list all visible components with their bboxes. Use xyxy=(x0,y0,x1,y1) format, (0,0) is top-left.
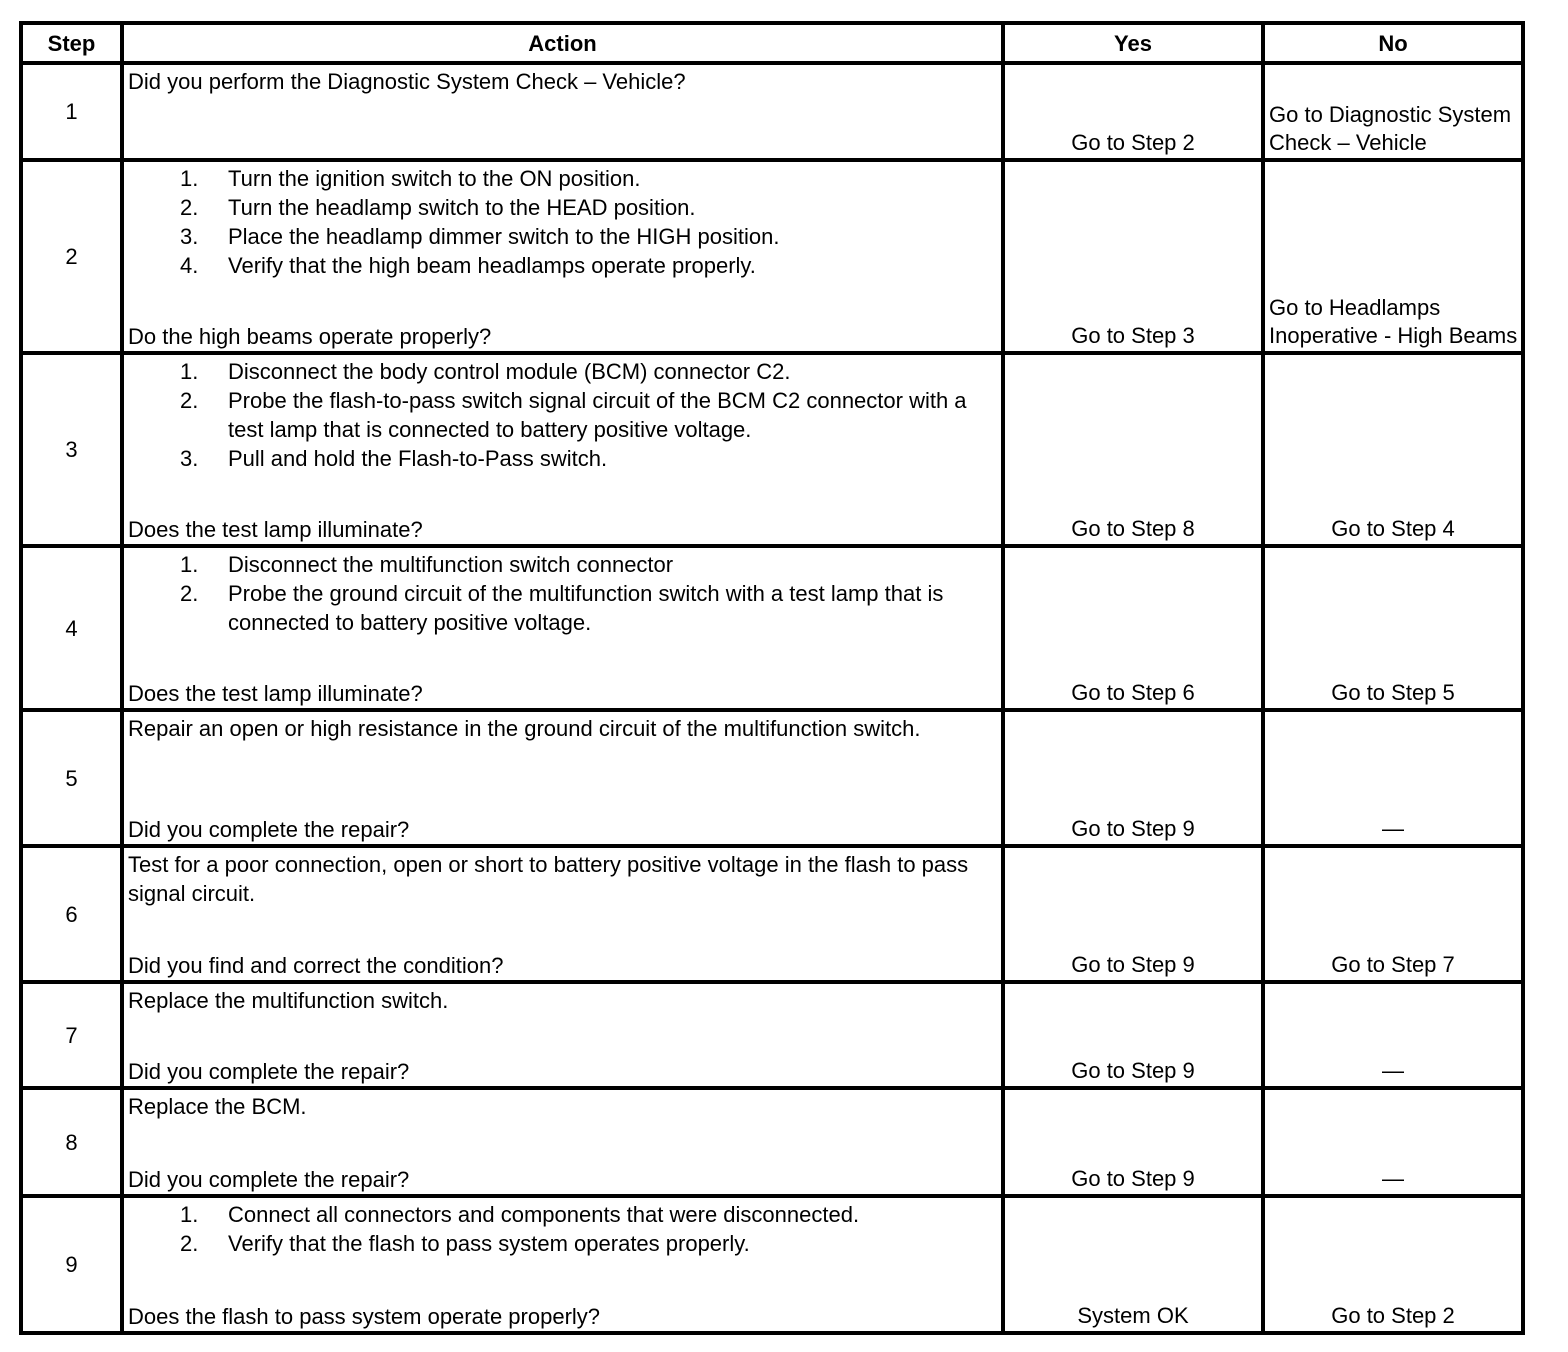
table-row xyxy=(21,1196,1523,1333)
table-row xyxy=(21,846,1523,982)
action-question: Does the test lamp illuminate? xyxy=(128,681,423,706)
table-row xyxy=(21,710,1523,846)
yes-cell xyxy=(1003,710,1263,846)
header-no: No xyxy=(1263,23,1523,63)
list-item-text: Turn the ignition switch to the ON position. xyxy=(228,166,641,191)
no-cell xyxy=(1263,846,1523,982)
list-item xyxy=(128,1200,997,1229)
list-item-text: Pull and hold the Flash-to-Pass switch. xyxy=(228,446,608,471)
list-item xyxy=(128,164,997,193)
action-intro: Replace the multifunction switch. xyxy=(128,988,449,1013)
yes-result: Go to Step 9 xyxy=(1071,1058,1195,1083)
no-cell xyxy=(1263,982,1523,1088)
list-item-number: 2. xyxy=(180,388,199,413)
list-item-text: Disconnect the body control module (BCM) connector C2. xyxy=(228,359,791,384)
action-steps-list xyxy=(128,550,997,637)
no-cell xyxy=(1263,546,1523,710)
action-cell xyxy=(122,546,1003,710)
action-question: Did you complete the repair? xyxy=(128,817,410,842)
list-item xyxy=(128,550,997,579)
list-item-number: 3. xyxy=(180,446,199,471)
no-result: Go to Headlamps Inoperative - High Beams xyxy=(1269,295,1518,348)
list-item-number: 2. xyxy=(180,581,199,606)
list-item-number: 2. xyxy=(180,1231,199,1256)
list-item xyxy=(128,222,997,251)
list-item-text: Connect all connectors and components that were disconnected. xyxy=(228,1202,860,1227)
action-cell xyxy=(122,160,1003,353)
diagnostic-table xyxy=(19,21,1525,1335)
table-row xyxy=(21,63,1523,160)
yes-result: Go to Step 3 xyxy=(1071,323,1195,348)
header-step: Step xyxy=(21,23,122,63)
yes-cell xyxy=(1003,353,1263,546)
yes-cell xyxy=(1003,546,1263,710)
yes-result: Go to Step 6 xyxy=(1071,680,1195,705)
no-cell xyxy=(1263,1196,1523,1333)
no-result: — xyxy=(1382,1058,1404,1083)
action-question: Do the high beams operate properly? xyxy=(128,324,492,349)
table-row xyxy=(21,353,1523,546)
yes-cell xyxy=(1003,1088,1263,1196)
header-action: Action xyxy=(122,23,1003,63)
step-number: 8 xyxy=(21,1088,122,1196)
action-question: Did you complete the repair? xyxy=(128,1059,410,1084)
list-item-number: 3. xyxy=(180,224,199,249)
action-intro: Test for a poor connection, open or short to battery positive voltage in the flash to pass signal circuit. xyxy=(128,852,969,906)
no-cell xyxy=(1263,353,1523,546)
list-item-number: 1. xyxy=(180,359,199,384)
list-item xyxy=(128,579,997,637)
table-row xyxy=(21,160,1523,353)
action-cell xyxy=(122,1088,1003,1196)
yes-cell xyxy=(1003,1196,1263,1333)
step-number: 3 xyxy=(21,353,122,546)
action-cell xyxy=(122,710,1003,846)
table-row xyxy=(21,982,1523,1088)
list-item-text: Verify that the flash to pass system operates properly. xyxy=(228,1231,750,1256)
yes-result: Go to Step 9 xyxy=(1071,1166,1195,1191)
no-result: Go to Step 2 xyxy=(1331,1303,1455,1328)
list-item-number: 4. xyxy=(180,253,199,278)
list-item xyxy=(128,251,997,280)
step-number: 4 xyxy=(21,546,122,710)
yes-result: System OK xyxy=(1077,1303,1189,1328)
step-number: 9 xyxy=(21,1196,122,1333)
action-question: Did you find and correct the condition? xyxy=(128,953,504,978)
action-question: Did you complete the repair? xyxy=(128,1167,410,1192)
no-cell xyxy=(1263,160,1523,353)
step-number: 2 xyxy=(21,160,122,353)
list-item-text: Verify that the high beam headlamps operate properly. xyxy=(228,253,756,278)
list-item-text: Disconnect the multifunction switch connector xyxy=(228,552,674,577)
yes-cell xyxy=(1003,63,1263,160)
action-steps-list xyxy=(128,164,997,280)
list-item xyxy=(128,444,997,473)
list-item-text: Probe the ground circuit of the multifunction switch with a test lamp that is connected to battery positive voltage. xyxy=(228,581,944,635)
yes-result: Go to Step 2 xyxy=(1071,130,1195,155)
no-result: — xyxy=(1382,1166,1404,1191)
list-item xyxy=(128,386,997,444)
list-item-number: 1. xyxy=(180,1202,199,1227)
step-number: 7 xyxy=(21,982,122,1088)
list-item-text: Turn the headlamp switch to the HEAD position. xyxy=(228,195,696,220)
action-cell xyxy=(122,353,1003,546)
action-question: Does the test lamp illuminate? xyxy=(128,517,423,542)
action-cell xyxy=(122,63,1003,160)
list-item-number: 1. xyxy=(180,552,199,577)
list-item xyxy=(128,193,997,222)
action-intro: Repair an open or high resistance in the ground circuit of the multifunction switch. xyxy=(128,716,921,741)
yes-result: Go to Step 9 xyxy=(1071,952,1195,977)
action-cell xyxy=(122,982,1003,1088)
step-number: 5 xyxy=(21,710,122,846)
no-result: — xyxy=(1382,816,1404,841)
yes-result: Go to Step 9 xyxy=(1071,816,1195,841)
action-steps-list xyxy=(128,357,997,473)
action-question: Does the flash to pass system operate properly? xyxy=(128,1304,601,1329)
list-item xyxy=(128,1229,997,1258)
action-intro: Did you perform the Diagnostic System Check – Vehicle? xyxy=(128,69,686,94)
no-result: Go to Step 7 xyxy=(1331,952,1455,977)
no-cell xyxy=(1263,710,1523,846)
header-row xyxy=(21,23,1523,63)
action-cell xyxy=(122,846,1003,982)
table-row xyxy=(21,1088,1523,1196)
no-cell xyxy=(1263,1088,1523,1196)
list-item-number: 2. xyxy=(180,195,199,220)
action-steps-list xyxy=(128,1200,997,1258)
yes-cell xyxy=(1003,846,1263,982)
no-result: Go to Step 4 xyxy=(1331,516,1455,541)
step-number: 6 xyxy=(21,846,122,982)
list-item-text: Probe the flash-to-pass switch signal circuit of the BCM C2 connector with a test lamp that is connected to battery positive voltage. xyxy=(228,388,967,442)
no-result: Go to Diagnostic System Check – Vehicle xyxy=(1269,102,1512,155)
yes-result: Go to Step 8 xyxy=(1071,516,1195,541)
yes-cell xyxy=(1003,160,1263,353)
step-number: 1 xyxy=(21,63,122,160)
action-cell xyxy=(122,1196,1003,1333)
header-yes: Yes xyxy=(1003,23,1263,63)
table-row xyxy=(21,546,1523,710)
list-item xyxy=(128,357,997,386)
yes-cell xyxy=(1003,982,1263,1088)
list-item-text: Place the headlamp dimmer switch to the HIGH position. xyxy=(228,224,780,249)
no-cell xyxy=(1263,63,1523,160)
list-item-number: 1. xyxy=(180,166,199,191)
no-result: Go to Step 5 xyxy=(1331,680,1455,705)
action-intro: Replace the BCM. xyxy=(128,1094,307,1119)
